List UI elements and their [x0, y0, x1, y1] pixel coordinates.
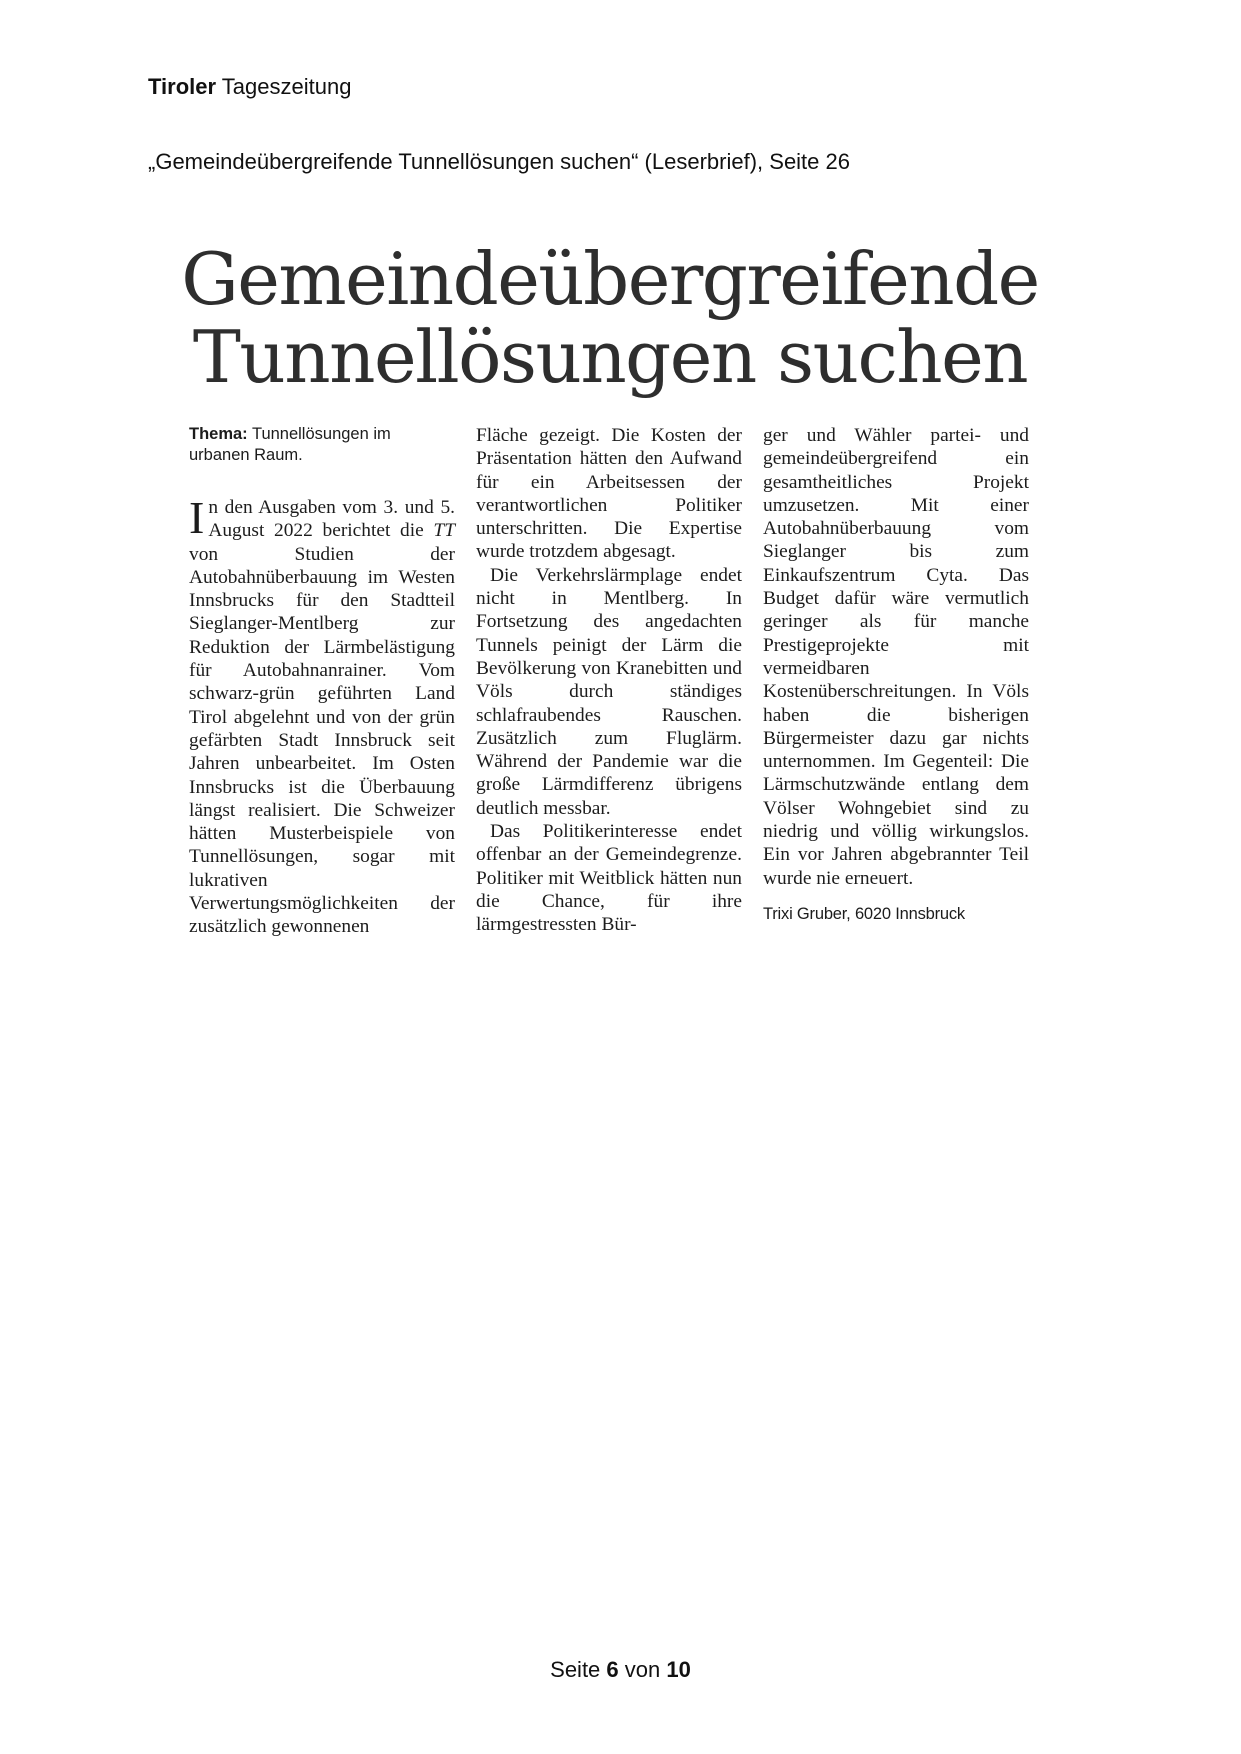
- paragraph-1: [189, 492, 455, 939]
- letter-signature: Trixi Gruber, 6020 Innsbruck: [763, 904, 965, 923]
- headline-line-2: Tunnellösungen suchen: [192, 315, 1028, 399]
- article-column-1: [189, 424, 455, 939]
- publication-name-bold: Tiroler: [148, 74, 217, 99]
- tt-abbreviation: TT: [433, 520, 455, 542]
- article-column-2: [476, 424, 742, 937]
- page-label: Seite: [550, 1657, 607, 1682]
- paragraph-2: Die Verkehrslärmplage endet nicht in Mentlberg. In Fortsetzung des angedachten Tunnels peinigt der Lärm die Bevölkerung von Kranebitten und Völs durch ständiges schlafraubendes Rauschen. Zusätzlich zum Fluglärm. Während der Pandemie war die große Lärmdifferenz übrigens deutlich messbar.: [476, 564, 742, 819]
- topic-line: [189, 424, 455, 466]
- publication-name-rest: Tageszeitung: [216, 74, 352, 99]
- paragraph-1-part-a: n den Ausgaben vom 3. und 5. August 2022 berichtet die: [208, 497, 455, 542]
- paragraph-3: Das Politikerinteresse endet offenbar an der Gemeindegrenze. Politiker mit Weitblick hätten nun die Chance, für ihre lärmgestressten Bür-: [476, 821, 742, 936]
- page-current: 6: [606, 1657, 619, 1682]
- paragraph-1-continued: Fläche gezeigt. Die Kosten der Präsentation hätten den Aufwand für ein Arbeitsessen der verantwortlichen Politiker unterschritten. Die Expertise wurde trotzdem abgesagt.: [476, 425, 742, 563]
- page-total: 10: [666, 1657, 691, 1682]
- publication-name: [148, 74, 351, 100]
- paragraph-1-part-b: von Studien der Autobahnüberbauung im Westen Innsbrucks für den Stadtteil Sieglanger-Mentlberg zur Reduktion der Lärmbelästigung für Autobahnanrainer. Vom schwarz-grün geführten Land Tirol abgelehnt und von der grün gefärbten Stadt Innsbruck seit Jahren unbearbeitet. Im Osten Innsbrucks ist die Überbauung längst realisiert. Die Schweizer hätten Musterbeispiele von Tunnellösungen, sogar mit lukrativen Verwertungsmöglichkeiten der zusätzlich gewonnenen: [189, 543, 455, 938]
- headline-line-1: Gemeindeübergreifende: [181, 237, 1039, 321]
- newspaper-clipping: [180, 237, 1040, 940]
- article-headline: [180, 237, 1040, 399]
- paragraph-3-continued: ger und Wähler partei- und gemeindeübergreifend ein gesamtheitliches Projekt umzusetzen. Mit einer Autobahnüberbauung vom Sieglanger bis zum Einkaufszentrum Cyta. Das Budget dafür wäre vermutlich geringer als für manche Prestigeprojekte mit vermeidbaren Kostenüberschreitungen. In Völs haben die bisherigen Bürgermeister dazu gar nichts unternommen. Im Gegenteil: Die Lärmschutzwände entlang dem Völser Wohngebiet sind zu niedrig und völlig wirkungslos. Ein vor Jahren abgebrannter Teil wurde nie erneuert.: [763, 425, 1029, 889]
- page-separator: von: [618, 1657, 667, 1682]
- article-column-3: [763, 424, 1029, 925]
- article-reference: „Gemeindeübergreifende Tunnellösungen suchen“ (Leserbrief), Seite 26: [148, 149, 850, 174]
- topic-label: Thema:: [189, 425, 248, 443]
- drop-cap: I: [189, 492, 205, 543]
- topic-text: Tunnellösungen im urbanen Raum.: [189, 425, 391, 464]
- page-number: [0, 1657, 1241, 1683]
